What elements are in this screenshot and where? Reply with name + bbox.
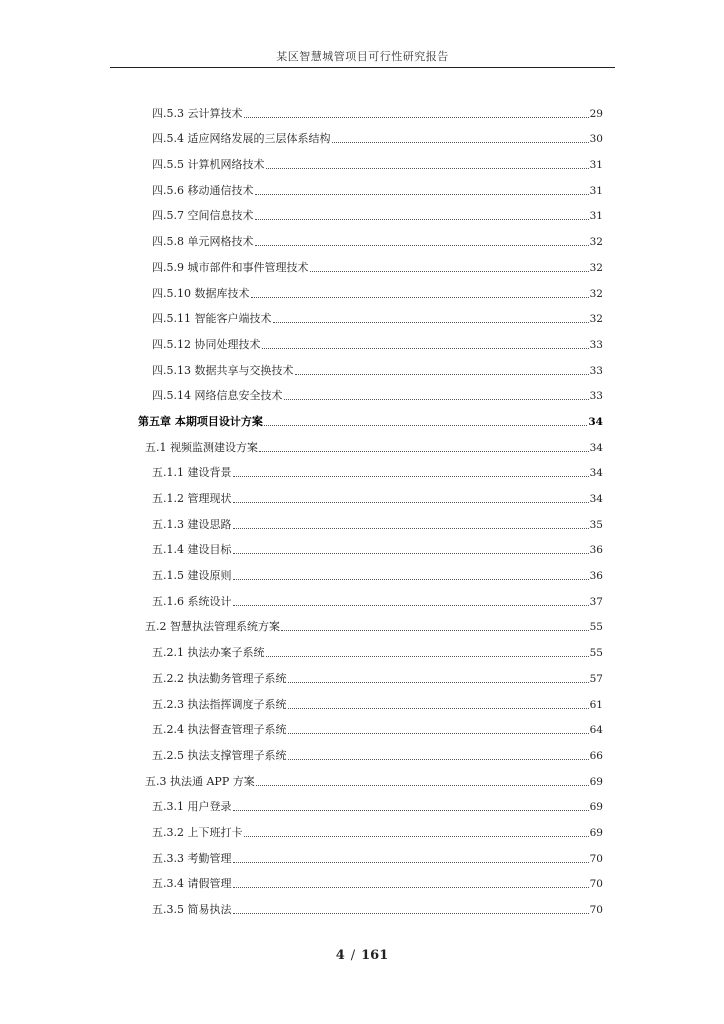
toc-dot-leader (284, 398, 589, 400)
toc-entry-label: 四.5.10 数据库技术 (152, 286, 250, 300)
toc-entry[interactable] (152, 814, 603, 840)
toc-entry-label: 五.2.4 执法督查管理子系统 (152, 723, 287, 737)
toc-entry[interactable] (152, 557, 603, 583)
toc-entry-label: 五.2.1 执法办案子系统 (152, 646, 265, 660)
toc-dot-leader (281, 629, 589, 631)
toc-entry[interactable] (152, 532, 603, 558)
document-title: 某区智慧城管项目可行性研究报告 (276, 50, 449, 63)
toc-entry-page-number: 29 (589, 107, 603, 120)
toc-dot-leader (233, 604, 589, 606)
toc-entry-label: 四.5.11 智能客户端技术 (152, 312, 272, 326)
toc-entry-label: 五.1.6 系统设计 (152, 594, 232, 608)
table-of-contents (0, 95, 724, 917)
toc-entry-page-number: 55 (589, 647, 603, 660)
toc-entry-page-number: 36 (589, 544, 603, 557)
toc-entry[interactable] (152, 249, 603, 275)
toc-entry[interactable] (152, 326, 603, 352)
toc-entry-label: 四.5.6 移动通信技术 (152, 183, 254, 197)
toc-dot-leader (251, 296, 589, 298)
toc-entry-page-number: 31 (589, 184, 603, 197)
toc-entry[interactable] (152, 737, 603, 763)
toc-entry-page-number: 66 (589, 749, 603, 762)
toc-entry-page-number: 61 (589, 698, 603, 711)
toc-entry-label: 五.1.4 建设目标 (152, 543, 232, 557)
toc-dot-leader (233, 501, 589, 503)
toc-entry-label: 五.3.2 上下班打卡 (152, 825, 243, 839)
toc-dot-leader (266, 167, 589, 169)
toc-entry[interactable] (152, 866, 603, 892)
toc-entry-page-number: 37 (589, 595, 603, 608)
toc-entry-label: 五.2.5 执法支撑管理子系统 (152, 748, 287, 762)
toc-entry-label: 五.3.3 考勤管理 (152, 851, 232, 865)
toc-dot-leader (295, 373, 589, 375)
toc-entry-page-number: 64 (589, 724, 603, 737)
toc-entry[interactable] (152, 172, 603, 198)
toc-dot-leader (244, 116, 589, 118)
toc-entry-page-number: 34 (589, 441, 603, 454)
toc-dot-leader (244, 835, 589, 837)
toc-dot-leader (255, 218, 589, 220)
toc-dot-leader (262, 347, 589, 349)
toc-dot-leader (266, 655, 589, 657)
toc-entry-page-number: 57 (589, 672, 603, 685)
toc-entry-label: 四.5.7 空间信息技术 (152, 209, 254, 223)
toc-entry-page-number: 31 (589, 159, 603, 172)
toc-entry-label: 四.5.4 适应网络发展的三层体系结构 (152, 132, 331, 146)
toc-entry-page-number: 32 (589, 261, 603, 274)
toc-entry[interactable] (152, 840, 603, 866)
toc-entry[interactable] (152, 455, 603, 481)
toc-entry-page-number: 36 (589, 570, 603, 583)
page-separator: / (350, 948, 356, 963)
toc-entry-page-number: 34 (588, 415, 603, 428)
toc-entry-page-number: 34 (589, 467, 603, 480)
toc-entry[interactable] (152, 223, 603, 249)
toc-entry[interactable] (152, 480, 603, 506)
toc-entry-label: 四.5.3 云计算技术 (152, 106, 243, 120)
page-header (110, 50, 615, 68)
toc-dot-leader (233, 552, 589, 554)
toc-entry-page-number: 31 (589, 210, 603, 223)
toc-dot-leader (233, 578, 589, 580)
toc-entry-page-number: 34 (589, 493, 603, 505)
toc-dot-leader (233, 809, 589, 811)
toc-entry-label: 四.5.8 单元网格技术 (152, 235, 254, 249)
toc-entry-label: 五.2.3 执法指挥调度子系统 (152, 697, 287, 711)
toc-dot-leader (332, 141, 589, 143)
toc-entry[interactable] (152, 712, 603, 738)
toc-entry[interactable] (152, 660, 603, 686)
toc-entry-label: 第五章 本期项目设计方案 (138, 414, 263, 428)
toc-entry-label: 五.1.1 建设背景 (152, 466, 232, 480)
toc-entry-page-number: 35 (589, 518, 603, 531)
toc-entry[interactable] (152, 121, 603, 147)
toc-entry[interactable] (152, 378, 603, 404)
toc-dot-leader (273, 321, 589, 323)
toc-dot-leader (255, 244, 589, 246)
toc-entry-page-number: 69 (589, 826, 603, 839)
toc-entry-label: 四.5.5 计算机网络技术 (152, 158, 265, 172)
toc-dot-leader (288, 732, 589, 734)
toc-entry-label: 五.1 视频监测建设方案 (145, 440, 258, 454)
toc-entry-page-number: 30 (589, 133, 603, 146)
toc-entry[interactable] (152, 301, 603, 327)
toc-entry-label: 四.5.12 协同处理技术 (152, 337, 261, 351)
toc-dot-leader (233, 886, 589, 888)
toc-entry[interactable] (152, 95, 603, 121)
toc-entry-page-number: 33 (589, 390, 603, 403)
toc-dot-leader (256, 784, 589, 786)
toc-entry-page-number: 32 (589, 236, 603, 249)
toc-entry-label: 五.3.5 简易执法 (152, 903, 232, 916)
toc-entry-page-number: 70 (589, 904, 603, 916)
toc-entry[interactable] (152, 686, 603, 712)
toc-entry[interactable] (152, 198, 603, 224)
toc-entry-label: 五.1.5 建设原则 (152, 569, 232, 583)
toc-entry-label: 五.1.2 管理现状 (152, 492, 232, 505)
toc-entry-label: 五.1.3 建设思路 (152, 517, 232, 531)
toc-entry-label: 五.2.2 执法勤务管理子系统 (152, 671, 287, 685)
toc-entry-label: 五.3 执法通 APP 方案 (145, 774, 255, 788)
toc-entry-page-number: 70 (589, 878, 603, 891)
toc-entry[interactable] (145, 429, 603, 455)
toc-entry[interactable] (152, 146, 603, 172)
toc-dot-leader (288, 758, 589, 760)
toc-entry[interactable] (145, 609, 603, 635)
toc-dot-leader (264, 424, 588, 426)
toc-entry-label: 四.5.13 数据共享与交换技术 (152, 363, 294, 377)
toc-dot-leader (288, 707, 589, 709)
toc-dot-leader (255, 193, 589, 195)
toc-entry-page-number: 70 (589, 852, 603, 865)
toc-dot-leader (288, 681, 589, 683)
toc-entry-label: 四.5.9 城市部件和事件管理技术 (152, 260, 309, 274)
toc-dot-leader (233, 861, 589, 863)
toc-dot-leader (259, 450, 589, 452)
toc-entry-label: 四.5.14 网络信息安全技术 (152, 389, 283, 403)
toc-entry[interactable] (152, 352, 603, 378)
toc-entry[interactable] (152, 634, 603, 660)
toc-entry[interactable] (152, 583, 603, 609)
toc-entry[interactable] (152, 891, 603, 917)
toc-entry-page-number: 33 (589, 338, 603, 351)
page-footer (0, 948, 724, 963)
toc-entry-page-number: 32 (589, 313, 603, 326)
toc-entry-page-number: 69 (589, 775, 603, 788)
toc-dot-leader (233, 912, 589, 914)
toc-entry-label: 五.2 智慧执法管理系统方案 (145, 620, 280, 634)
total-page-count: 161 (361, 948, 389, 963)
toc-entry-label: 五.3.4 请假管理 (152, 877, 232, 891)
toc-entry-page-number: 69 (589, 801, 603, 814)
current-page-number: 4 (335, 948, 345, 963)
toc-entry[interactable] (145, 763, 603, 789)
toc-entry[interactable] (138, 403, 603, 429)
toc-dot-leader (310, 270, 589, 272)
toc-entry[interactable] (152, 506, 603, 532)
toc-entry[interactable] (152, 789, 603, 815)
toc-entry-page-number: 33 (589, 364, 603, 377)
toc-entry-page-number: 32 (589, 287, 603, 300)
toc-entry[interactable] (152, 275, 603, 301)
toc-dot-leader (233, 475, 589, 477)
toc-entry-label: 五.3.1 用户登录 (152, 800, 232, 814)
toc-entry-page-number: 55 (589, 621, 603, 634)
toc-dot-leader (233, 527, 589, 529)
